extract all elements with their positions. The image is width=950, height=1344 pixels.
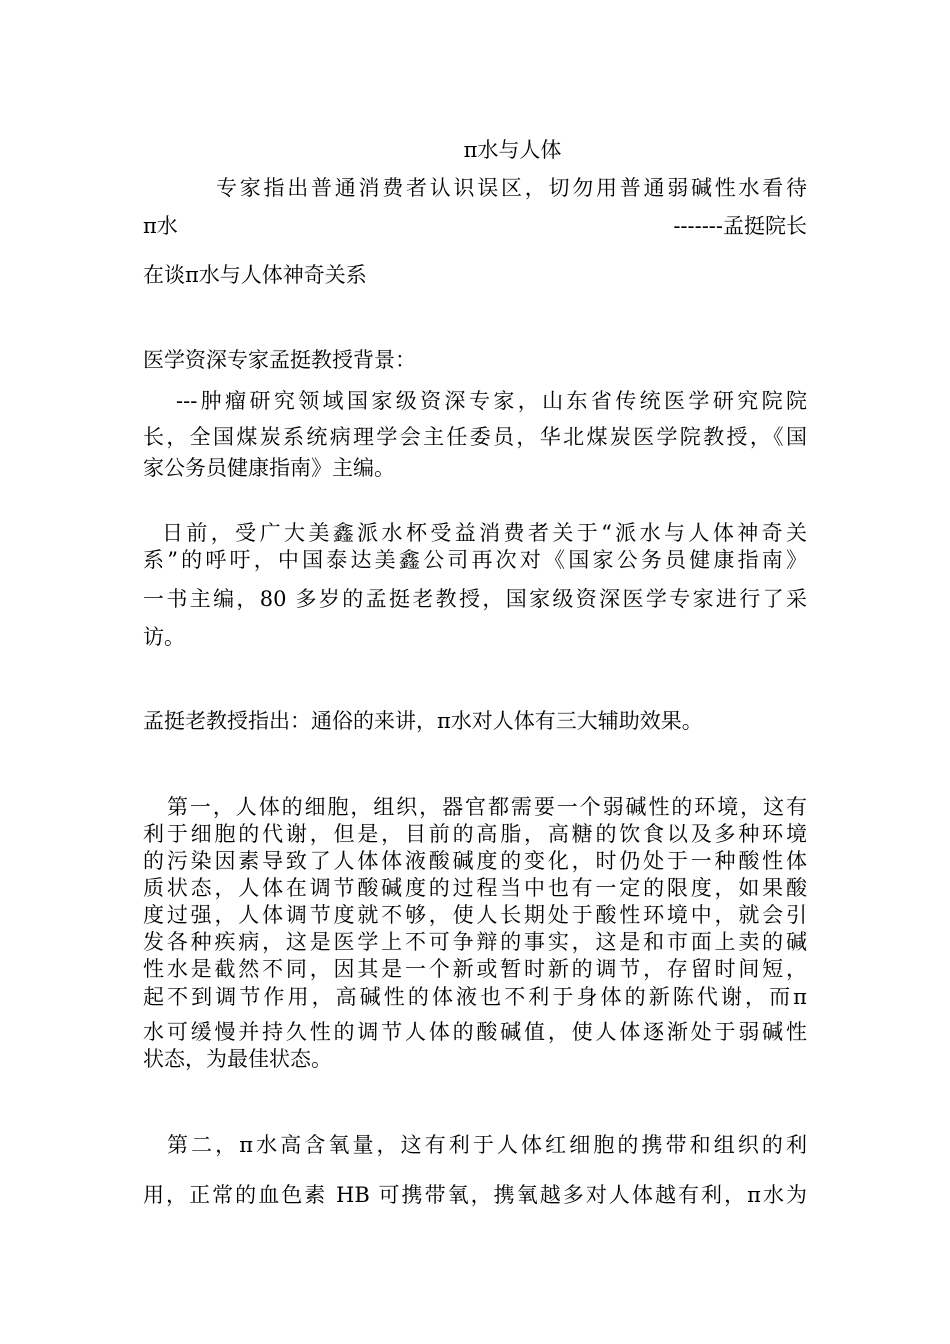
first-point-line: 水可缓慢并持久性的调节人体的酸碱值，使人体逐渐处于弱碱性: [143, 1020, 807, 1044]
subtitle-line-1: 专家指出普通消费者认识误区，切勿用普通弱碱性水看待: [216, 176, 807, 200]
subtitle-line-2: [143, 213, 807, 239]
subtitle-line-2-left: π水: [143, 214, 178, 238]
second-point-line: 用，正常的血色素 HB 可携带氧，携氧越多对人体越有利，π水为: [143, 1183, 807, 1207]
background-line: 长，全国煤炭系统病理学会主任委员，华北煤炭医学院教授，《国: [143, 425, 807, 449]
first-point-line: 起不到调节作用，高碱性的体液也不利于身体的新陈代谢，而π: [143, 985, 807, 1009]
first-point-line: 状态，为最佳状态。: [143, 1047, 332, 1071]
intro-line: 系”的呼吁，中国泰达美鑫公司再次对《国家公务员健康指南》: [143, 548, 807, 572]
background-line: 家公务员健康指南》主编。: [143, 456, 395, 480]
intro-line: 一书主编，80 多岁的孟挺老教授，国家级资深医学专家进行了采: [143, 587, 807, 611]
first-point-line: 的污染因素导致了人体体液酸碱度的变化，时仍处于一种酸性体: [143, 849, 807, 873]
intro-line: 日前，受广大美鑫派水杯受益消费者关于“派水与人体神奇关: [162, 521, 807, 545]
subtitle-author: -------孟挺院长: [673, 214, 807, 238]
background-line: ---肿瘤研究领域国家级资深专家，山东省传统医学研究院院: [176, 389, 807, 413]
first-point-line: 发各种疾病，这是医学上不可争辩的事实，这是和市面上卖的碱: [143, 930, 807, 954]
first-point-line: 质状态，人体在调节酸碱度的过程当中也有一定的限度，如果酸: [143, 876, 807, 900]
first-point-line: 度过强，人体调节度就不够，使人长期处于酸性环境中，就会引: [143, 903, 807, 927]
document-title: π水与人体: [463, 138, 562, 162]
summary-line: 孟挺老教授指出：通俗的来讲，π水对人体有三大辅助效果。: [143, 709, 703, 733]
first-point-line: 性水是截然不同，因其是一个新或暂时新的调节，存留时间短，: [143, 957, 807, 981]
background-heading: 医学资深专家孟挺教授背景：: [143, 348, 416, 372]
second-point-line: 第二，π水高含氧量，这有利于人体红细胞的携带和组织的利: [167, 1133, 807, 1157]
first-point-line: 第一，人体的细胞，组织，器官都需要一个弱碱性的环境，这有: [167, 795, 807, 819]
subtitle-line-3: 在谈π水与人体神奇关系: [143, 263, 367, 287]
intro-line: 访。: [143, 625, 185, 649]
first-point-line: 利于细胞的代谢，但是，目前的高脂，高糖的饮食以及多种环境: [143, 822, 807, 846]
